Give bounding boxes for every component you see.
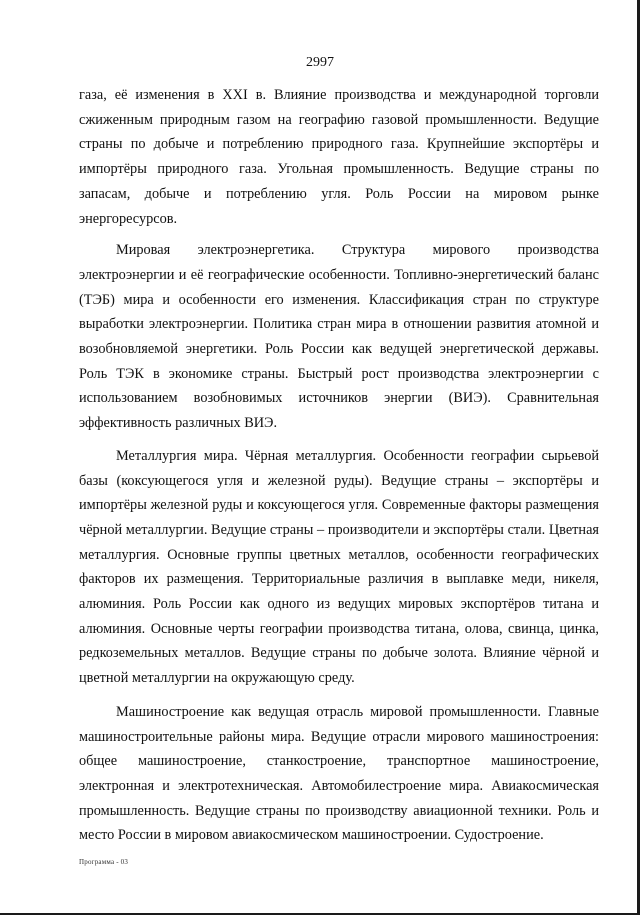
body-text <box>79 83 599 848</box>
paragraph-metallurgy: Металлургия мира. Чёрная металлургия. Особенности географии сырьевой базы (коксующегося угля и железной руды). Ведущие страны – экспортёры и импортёры железной руды и коксующегося угля. Современные факторы размещения чёрной металлургии. Ведущие страны – производители и экспортёры стали. Цветная металлургия. Основные группы цветных металлов, особенности географических факторов их размещения. Территориальные различия в выплавке меди, никеля, алюминия. Роль России как одного из ведущих мировых экспортёров титана и алюминия. Основные черты географии производства титана, олова, свинца, цинка, редкоземельных металлов. Ведущие страны по добыче золота. Влияние чёрной и цветной металлургии на окружающую среду. <box>79 447 599 687</box>
paragraph-gas-coal: газа, её изменения в XXI в. Влияние производства и международной торговли сжиженным природным газом на географию газовой промышленности. Ведущие страны по добыче и потреблению природного газа. Крупнейшие экспортёры и импортёры природного газа. Угольная промышленность. Ведущие страны по запасам, добыче и потреблению угля. Роль России на мировом рынке энергоресурсов. <box>79 87 599 227</box>
paragraph-machine-building: Машиностроение как ведущая отрасль мировой промышленности. Главные машиностроительные районы мира. Ведущие отрасли мирового машиностроения: общее машиностроение, станкостроение, транспортное машиностроение, электронная и электротехническая. Автомобилестроение мира. Авиакосмическая промышленность. Ведущие страны по производству авиационной техники. Роль и место России в мировом авиакосмическом машиностроении. Судостроение. <box>79 703 599 844</box>
page-number: 2997 <box>306 55 334 70</box>
paragraph-electric-power: Мировая электроэнергетика. Структура мирового производства электроэнергии и её географические особенности. Топливно-энергетический баланс (ТЭБ) мира и особенности его изменения. Классификация стран по структуре выработки электроэнергии. Политика стран мира в отношении развития атомной и возобновляемой энергетики. Роль России как ведущей энергетической державы. Роль ТЭК в экономике страны. Быстрый рост производства электроэнергии с использованием возобновимых источников энергии (ВИЭ). Сравнительная эффективность различных ВИЭ. <box>79 242 599 432</box>
page-footer: Программа - 03 <box>79 858 129 866</box>
